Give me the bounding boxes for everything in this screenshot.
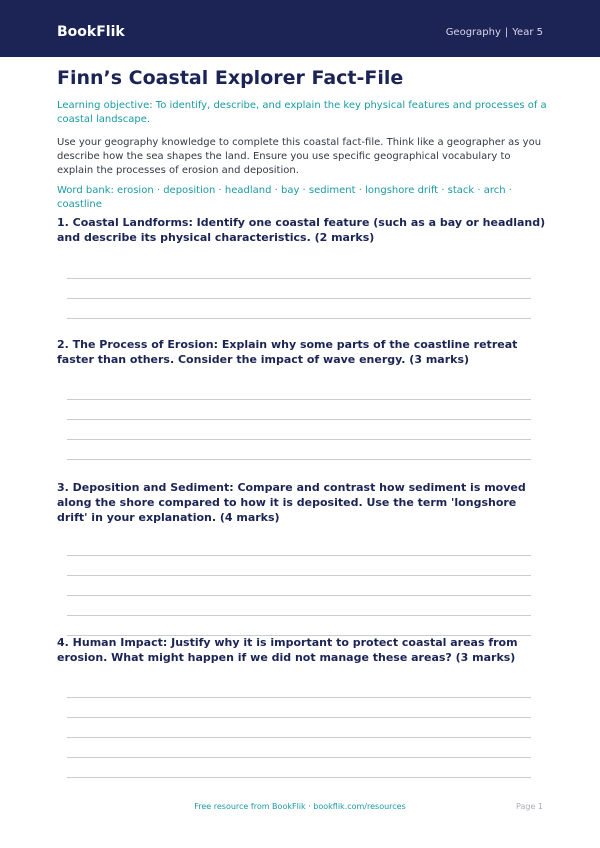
footer-credit[interactable]: Free resource from BookFlik · bookflik.com/resources xyxy=(194,802,406,811)
brand-logo[interactable]: BookFlik xyxy=(57,24,125,40)
page-title: Finn’s Coastal Explorer Fact-File xyxy=(57,67,404,89)
word-bank-term: headland xyxy=(224,185,272,196)
word-separator: · xyxy=(215,185,225,196)
answer-line[interactable] xyxy=(67,278,531,279)
header-bar xyxy=(0,0,600,57)
learning-objective: Learning objective: To identify, describe, and explain the key physical features and processes of a coastal landscape. xyxy=(57,100,547,125)
word-bank-term: erosion xyxy=(117,185,154,196)
page-number: Page 1 xyxy=(516,802,543,811)
answer-line[interactable] xyxy=(67,777,531,778)
word-bank-term: coastline xyxy=(57,199,102,210)
answer-line[interactable] xyxy=(67,439,531,440)
answer-line[interactable] xyxy=(67,757,531,758)
answer-line[interactable] xyxy=(67,717,531,718)
answer-line[interactable] xyxy=(67,737,531,738)
word-bank-term: sediment xyxy=(308,185,356,196)
word-bank-words xyxy=(57,185,512,210)
question-4: 4. Human Impact: Justify why it is important to protect coastal areas from erosion. What might happen if we did not manage these areas? (3 marks) xyxy=(57,636,518,664)
word-bank-term: arch xyxy=(483,185,506,196)
answer-line[interactable] xyxy=(67,595,531,596)
question-1: 1. Coastal Landforms: Identify one coastal feature (such as a bay or headland) and describe its physical characteristics. (2 marks) xyxy=(57,216,546,244)
word-separator: · xyxy=(299,185,309,196)
breadcrumb-separator: | xyxy=(504,27,509,38)
word-separator: · xyxy=(474,185,484,196)
question-2: 2. The Process of Erosion: Explain why some parts of the coastline retreat faster than others. Consider the impact of wave energy. (3 marks) xyxy=(57,338,518,366)
instructions: Use your geography knowledge to complete this coastal fact-file. Think like a geographer as you describe how the sea shapes the land. Ensure you use specific geographical vocabulary to explain the processes of erosion and deposition. xyxy=(57,137,542,176)
word-bank-term: longshore drift xyxy=(365,185,439,196)
answer-line[interactable] xyxy=(67,318,531,319)
answer-line[interactable] xyxy=(67,298,531,299)
word-bank-term: deposition xyxy=(163,185,216,196)
question-3: 3. Deposition and Sediment: Compare and contrast how sediment is moved along the shore compared to how it is deposited. Use the term 'longshore drift' in your explanation. (4 marks) xyxy=(57,481,526,524)
word-separator: · xyxy=(153,185,164,196)
word-separator: · xyxy=(355,185,366,196)
answer-line[interactable] xyxy=(67,399,531,400)
answer-line[interactable] xyxy=(67,615,531,616)
year-label: Year 5 xyxy=(512,27,543,38)
word-separator: · xyxy=(271,185,281,196)
answer-line[interactable] xyxy=(67,697,531,698)
word-bank-term: stack xyxy=(447,185,475,196)
answer-line[interactable] xyxy=(67,419,531,420)
word-separator: · xyxy=(438,185,448,196)
word-bank xyxy=(57,184,547,212)
subject-label: Geography xyxy=(445,27,501,38)
word-separator: · xyxy=(505,185,512,196)
subject-breadcrumb xyxy=(446,27,543,39)
word-bank-term: bay xyxy=(280,185,300,196)
word-bank-label: Word bank: xyxy=(57,185,114,196)
answer-line[interactable] xyxy=(67,555,531,556)
answer-line[interactable] xyxy=(67,459,531,460)
answer-line[interactable] xyxy=(67,575,531,576)
